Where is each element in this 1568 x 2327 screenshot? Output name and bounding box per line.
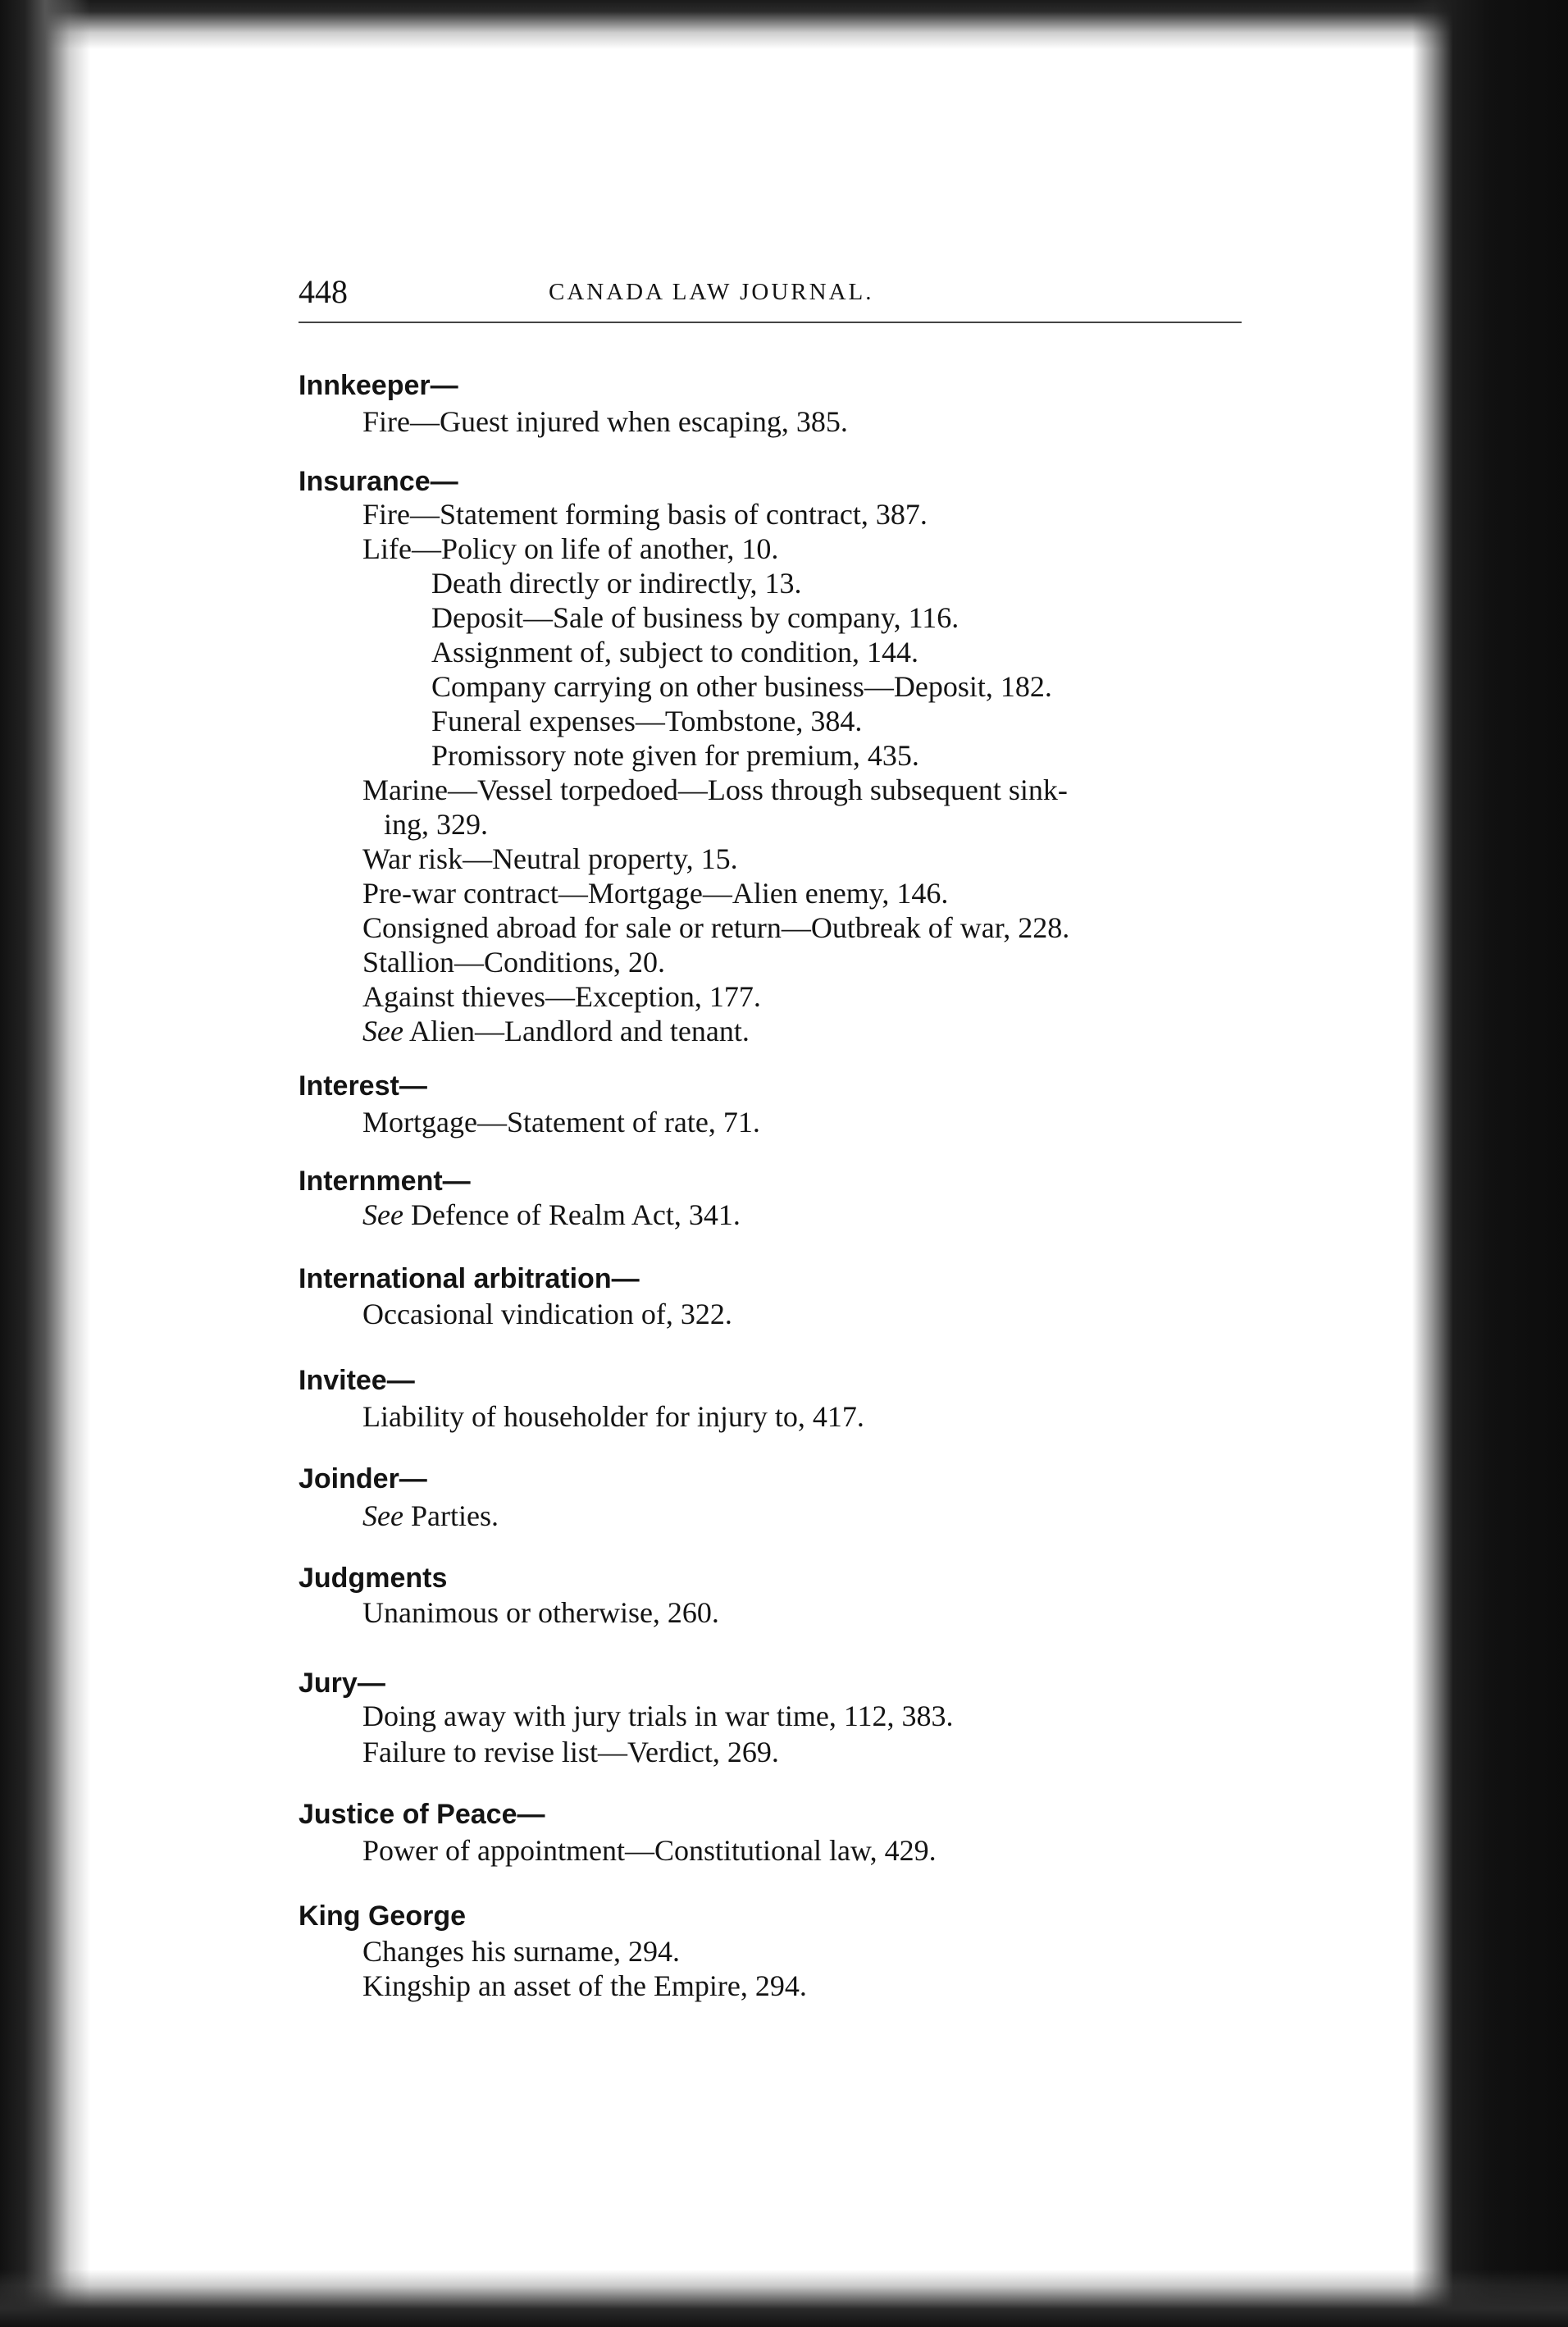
- subentry: Company carrying on other business—Deposit, 182.: [431, 670, 1052, 703]
- subentry: Life—Policy on life of another, 10.: [362, 532, 779, 565]
- page-number: 448: [299, 273, 348, 310]
- subentry: Assignment of, subject to condition, 144.: [431, 636, 918, 668]
- entry-heading-invitee: Invitee—: [299, 1365, 415, 1396]
- see-target: Parties.: [403, 1499, 499, 1532]
- subentry: Promissory note given for premium, 435.: [431, 739, 919, 772]
- entry-heading-internment: Internment—: [299, 1166, 471, 1197]
- subentry: ing, 329.: [384, 808, 489, 841]
- subentry: Mortgage—Statement of rate, 71.: [362, 1106, 760, 1138]
- entry-heading-insurance: Insurance—: [299, 466, 458, 497]
- see-target: Alien—Landlord and tenant.: [403, 1015, 750, 1047]
- entry-heading-jury: Jury—: [299, 1668, 385, 1699]
- see-reference: [362, 1498, 499, 1534]
- see-reference: [362, 1013, 750, 1049]
- subentry: Funeral expenses—Tombstone, 384.: [431, 705, 863, 737]
- subentry: Fire—Statement forming basis of contract, 387.: [362, 498, 928, 531]
- entry-heading-international-arbitration: International arbitration—: [299, 1263, 640, 1294]
- running-head: CANADA LAW JOURNAL.: [549, 279, 874, 305]
- subentry: Liability of householder for injury to, 417.: [362, 1400, 864, 1433]
- subentry: Doing away with jury trials in war time, 112, 383.: [362, 1700, 954, 1732]
- entry-heading-interest: Interest—: [299, 1070, 427, 1102]
- entry-heading-joinder: Joinder—: [299, 1463, 427, 1494]
- subentry: Against thieves—Exception, 177.: [362, 980, 761, 1013]
- subentry: Kingship an asset of the Empire, 294.: [362, 1969, 807, 2002]
- subentry: Power of appointment—Constitutional law, 429.: [362, 1834, 937, 1867]
- entry-heading-justice-of-peace: Justice of Peace—: [299, 1799, 545, 1830]
- subentry: Stallion—Conditions, 20.: [362, 946, 666, 979]
- subentry: Consigned abroad for sale or return—Outbreak of war, 228.: [362, 911, 1070, 944]
- subentry: Death directly or indirectly, 13.: [431, 567, 802, 600]
- subentry: Unanimous or otherwise, 260.: [362, 1596, 719, 1629]
- see-word: See: [362, 1015, 403, 1047]
- see-target: Defence of Realm Act, 341.: [403, 1198, 741, 1231]
- subentry: Changes his surname, 294.: [362, 1935, 680, 1968]
- entry-heading-judgments: Judgments: [299, 1563, 448, 1594]
- subentry: Marine—Vessel torpedoed—Loss through subsequent sink-: [362, 773, 1068, 806]
- subentry: War risk—Neutral property, 15.: [362, 842, 738, 875]
- subentry: Failure to revise list—Verdict, 269.: [362, 1736, 779, 1768]
- subentry: Pre-war contract—Mortgage—Alien enemy, 146.: [362, 877, 949, 910]
- entry-heading-king-george: King George: [299, 1900, 467, 1932]
- see-word: See: [362, 1198, 403, 1231]
- subentry: Occasional vindication of, 322.: [362, 1298, 732, 1330]
- see-reference: [362, 1197, 741, 1233]
- see-word: See: [362, 1499, 403, 1532]
- subentry: Deposit—Sale of business by company, 116.: [431, 601, 959, 634]
- entry-heading-innkeeper: Innkeeper—: [299, 370, 458, 401]
- subentry: Fire—Guest injured when escaping, 385.: [362, 405, 848, 438]
